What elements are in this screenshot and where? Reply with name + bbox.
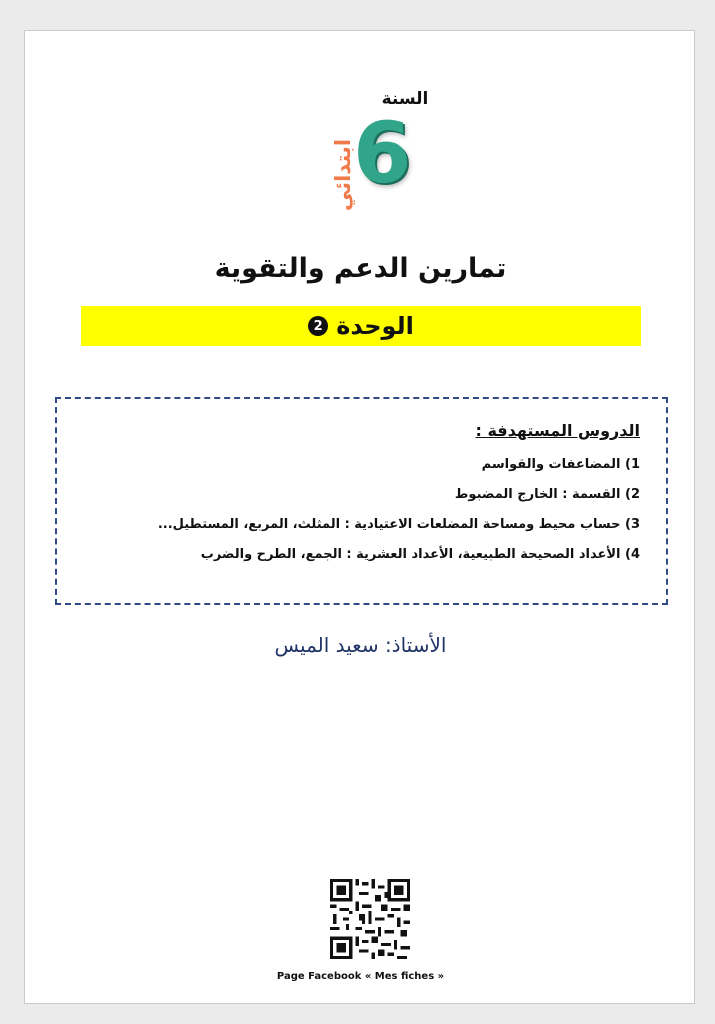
- lessons-list: [71, 450, 640, 570]
- grade-level: ابتدائي: [331, 138, 355, 212]
- lesson-item: 3) حساب محيط ومساحة المضلعات الاعتيادية : المثلث، المربع، المستطيل...: [157, 517, 640, 532]
- qr-code-icon: [330, 879, 410, 959]
- grade-label: السنة: [381, 89, 429, 109]
- unit-banner: [81, 306, 641, 346]
- unit-number-badge: 2: [308, 316, 328, 336]
- lesson-item: 2) القسمة : الخارج المضبوط: [454, 487, 640, 502]
- main-title: تمارين الدعم والتقوية: [214, 253, 507, 284]
- lessons-box: [55, 397, 668, 605]
- grade-number: 6: [353, 104, 412, 202]
- lessons-heading: الدروس المستهدفة :: [475, 421, 640, 440]
- lesson-item: 4) الأعداد الصحيحة الطبيعية، الأعداد العشرية : الجمع، الطرح والضرب: [200, 547, 640, 562]
- unit-label: الوحدة: [336, 312, 414, 340]
- teacher-name: الأستاذ: سعيد الميس: [274, 633, 447, 657]
- worksheet-page: [24, 30, 695, 1004]
- facebook-caption: Page Facebook « Mes fiches »: [276, 971, 445, 982]
- lesson-item: 1) المضاعفات والقواسم: [481, 457, 640, 472]
